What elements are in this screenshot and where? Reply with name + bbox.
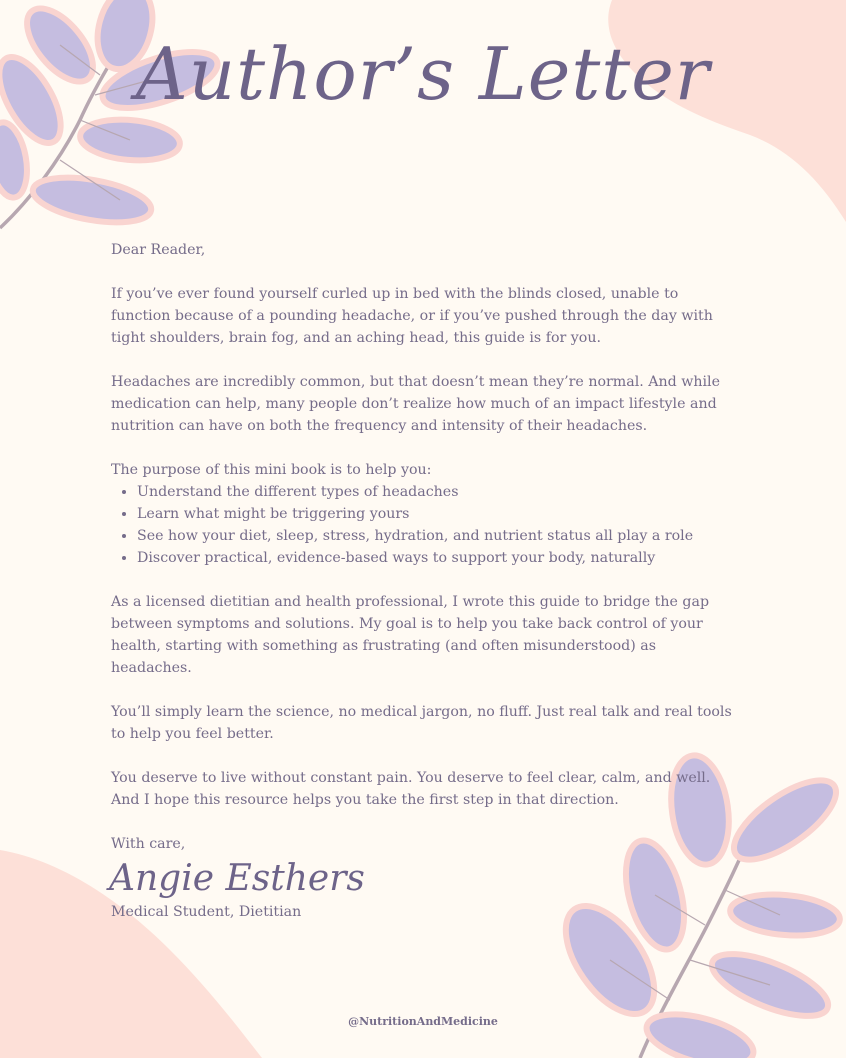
paragraph-headaches: Headaches are incredibly common, but that doesn’t mean they’re normal. And while medication can help, many people don’t realize how much of an impact lifestyle and nutrition can have on both the frequency and intensity of their headaches.: [111, 374, 720, 434]
author-role: Medical Student, Dietitian: [111, 904, 302, 920]
page-title: Author’s Letter: [135, 32, 711, 116]
purpose-list: [111, 481, 736, 569]
signature: Angie Esthers: [109, 858, 365, 899]
footer-handle: @NutritionAndMedicine: [348, 1015, 498, 1028]
list-item: • Discover practical, evidence-based ways to support your body, naturally: [137, 547, 736, 569]
paragraph-author-purpose: As a licensed dietitian and health professional, I wrote this guide to bridge the gap between symptoms and solutions. My goal is to help you take back control of your health, starting with something as frustrating (and often misunderstood) as headaches.: [111, 594, 710, 676]
paragraph-science: You’ll simply learn the science, no medical jargon, no fluff. Just real talk and real tools to help you feel better.: [111, 704, 732, 742]
purpose-intro: The purpose of this mini book is to help you:: [111, 462, 432, 478]
paragraph-intro: If you’ve ever found yourself curled up in bed with the blinds closed, unable to function because of a pounding headache, or if you’ve pushed through the day with tight shoulders, brain fog, and an aching head, this guide is for you.: [111, 286, 713, 346]
list-item: • Understand the different types of headaches: [137, 481, 736, 503]
list-item: • Learn what might be triggering yours: [137, 503, 736, 525]
closing: With care,: [111, 836, 186, 852]
paragraph-encouragement: You deserve to live without constant pain. You deserve to feel clear, calm, and well. And I hope this resource helps you take the first step in that direction.: [111, 770, 711, 808]
list-item: • See how your diet, sleep, stress, hydration, and nutrient status all play a role: [137, 525, 736, 547]
greeting: Dear Reader,: [111, 242, 206, 258]
letter-body: [111, 239, 736, 945]
